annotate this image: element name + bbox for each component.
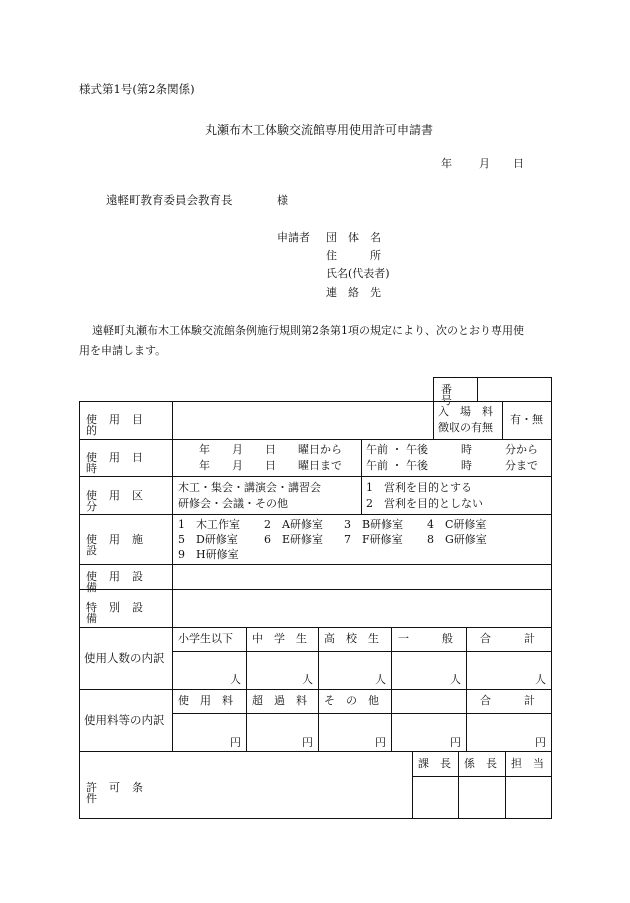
body-text-line-2: 用を申請します。 [79,344,167,357]
fees-label: 使用料等の内訳 [84,713,165,727]
datetime-from-time[interactable]: 午前 ・ 午後 時 分から [366,443,538,456]
people-label: 使用人数の内訳 [84,651,165,665]
people-header: 高 校 生 [324,632,379,645]
approval-section-chief: 課 長 [418,757,451,770]
facility-item[interactable]: 8 G研修室 [427,533,487,546]
fees-header: 超 過 料 [252,694,307,707]
addressee-name: 遠軽町教育委員会教育長 [106,193,233,207]
fees-unit: 円 [375,736,386,749]
facility-item[interactable]: 4 C研修室 [427,518,487,531]
datetime-from-date[interactable]: 年 月 日 曜日から [199,443,342,456]
admission-label-2: 徴収の有無 [438,421,493,434]
number-label: 番 号 [441,383,463,407]
fees-unit: 円 [302,736,313,749]
fees-header: 使 用 料 [178,694,233,707]
form-number: 様式第1号(第2条関係) [79,82,195,96]
applicant-contact: 連 絡 先 [326,286,381,299]
facility-item[interactable]: 6 E研修室 [264,533,324,546]
body-text-line-1: 遠軽町丸瀬布木工体験交流館条例施行規則第2条第1項の規定により、次のとおり専用使 [92,324,524,337]
people-header: 一 般 [398,632,453,645]
special-equipment-label: 特別設備 [86,601,155,625]
facilities-label: 使用施設 [86,533,155,557]
facility-item[interactable]: 7 F研修室 [344,533,403,546]
conditions-label: 許可条件 [86,781,155,805]
people-unit: 人 [230,673,241,686]
date-month: 月 [479,157,490,170]
date-year: 年 [441,157,452,170]
facility-item[interactable]: 3 B研修室 [344,518,404,531]
people-unit: 人 [450,673,461,686]
people-unit: 人 [375,673,386,686]
datetime-label: 使用日時 [86,451,155,475]
applicant-label: 申請者 [277,231,310,244]
page-title: 丸瀬布木工体験交流館専用使用許可申請書 [205,123,434,137]
approval-staff: 担 当 [511,757,544,770]
fees-header: そ の 他 [324,694,379,707]
approval-chief: 係 長 [464,757,497,770]
facility-item[interactable]: 1 木工作室 [178,518,240,531]
category-label: 使用区分 [86,489,155,513]
category-profit-line-1[interactable]: 1 営利を目的とする [366,481,472,494]
fees-unit: 円 [230,736,241,749]
addressee-honorific: 様 [277,194,288,207]
datetime-to-date[interactable]: 年 月 日 曜日まで [199,459,342,472]
fees-header: 合 計 [480,694,535,707]
people-unit: 人 [535,673,546,686]
admission-value[interactable]: 有・無 [510,413,543,426]
admission-label-1: 入 場 料 [438,405,493,418]
applicant-representative: 氏名(代表者) [326,267,390,280]
datetime-to-time[interactable]: 午前 ・ 午後 時 分まで [366,459,538,472]
category-type-line-2[interactable]: 研修会・会議・その他 [178,497,288,510]
facility-item[interactable]: 2 A研修室 [264,518,323,531]
facility-item[interactable]: 5 D研修室 [178,533,238,546]
facility-item[interactable]: 9 H研修室 [178,548,239,561]
fees-unit: 円 [535,736,546,749]
applicant-address: 住 所 [326,249,381,262]
people-header: 小学生以下 [178,632,233,645]
equipment-label: 使用設備 [86,570,155,594]
people-header: 中 学 生 [252,632,307,645]
purpose-label: 使用目的 [86,413,155,437]
category-profit-line-2[interactable]: 2 営利を目的としない [366,497,483,510]
date-day: 日 [513,157,524,170]
fees-unit: 円 [450,736,461,749]
people-header: 合 計 [480,632,535,645]
people-unit: 人 [302,673,313,686]
applicant-group-name: 団 体 名 [326,231,381,244]
category-type-line-1[interactable]: 木工・集会・講演会・講習会 [178,481,321,494]
